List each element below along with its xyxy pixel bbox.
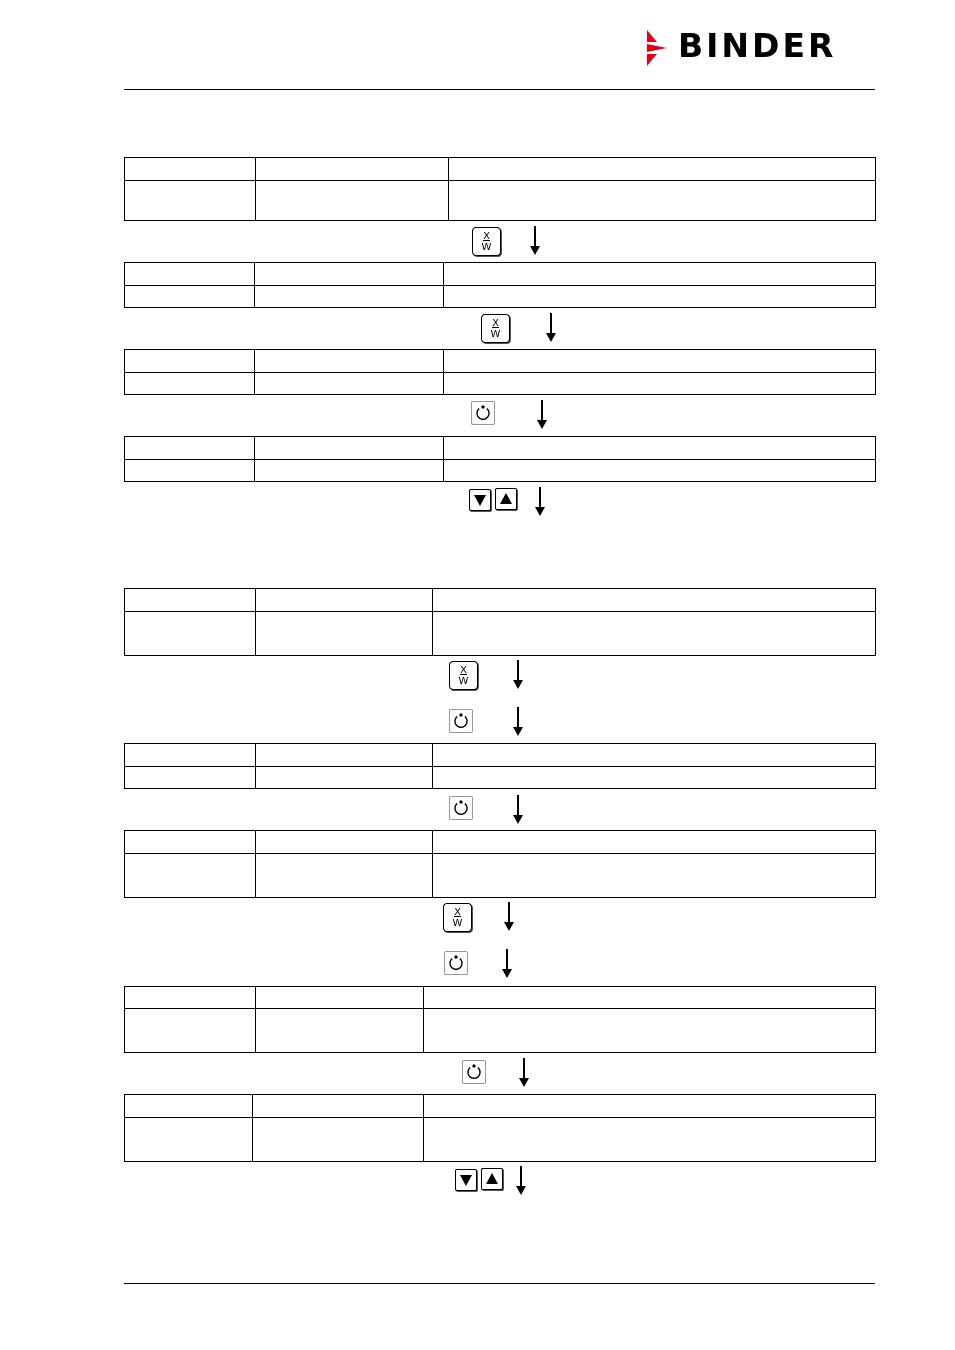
table-cell — [125, 373, 255, 395]
table-cell — [449, 158, 876, 181]
table-cell — [125, 158, 256, 181]
up-triangle-icon — [482, 1169, 502, 1189]
down-key[interactable] — [469, 489, 491, 511]
cycle-key[interactable] — [471, 401, 495, 425]
table-cell — [433, 589, 876, 612]
table-cell — [424, 1009, 876, 1053]
xw-key-w: W — [458, 676, 469, 687]
table-cell — [424, 987, 876, 1009]
cycle-key[interactable] — [462, 1060, 486, 1084]
table-cell — [125, 437, 255, 460]
down-arrow-icon — [530, 226, 540, 255]
cycle-icon — [472, 402, 494, 424]
table-cell — [424, 1095, 876, 1118]
xw-key-x: X — [492, 318, 499, 329]
xw-key[interactable] — [443, 903, 472, 932]
down-triangle-icon — [470, 490, 490, 510]
table-cell — [125, 831, 256, 854]
table-cell — [433, 767, 876, 789]
xw-key-x: X — [454, 907, 461, 918]
table-cell — [253, 1118, 424, 1162]
table-cell — [125, 460, 255, 482]
down-arrow-icon — [513, 660, 523, 689]
display-table — [124, 588, 876, 656]
cycle-key[interactable] — [444, 951, 468, 975]
cycle-icon — [450, 797, 472, 819]
table-cell — [433, 831, 876, 854]
table-cell — [444, 263, 876, 286]
up-key[interactable] — [495, 488, 517, 510]
down-triangle-icon — [456, 1170, 476, 1190]
down-arrow-icon — [535, 487, 545, 516]
table-cell — [256, 744, 433, 767]
cycle-icon — [463, 1061, 485, 1083]
down-arrow-icon — [502, 949, 512, 978]
table-cell — [253, 1095, 424, 1118]
xw-key-x: X — [460, 665, 467, 676]
table-cell — [433, 744, 876, 767]
table-cell — [255, 460, 444, 482]
table-cell — [256, 831, 433, 854]
xw-key-w: W — [490, 329, 501, 340]
table-cell — [125, 612, 256, 656]
display-table — [124, 986, 876, 1053]
table-cell — [255, 437, 444, 460]
cycle-key[interactable] — [449, 796, 473, 820]
table-cell — [125, 744, 256, 767]
xw-key[interactable] — [449, 661, 478, 690]
table-cell — [256, 767, 433, 789]
xw-key-w: W — [452, 918, 463, 929]
table-cell — [125, 589, 256, 612]
table-cell — [125, 286, 255, 308]
down-arrow-icon — [504, 902, 514, 931]
display-table — [124, 262, 876, 308]
display-table — [124, 157, 876, 221]
cycle-key[interactable] — [449, 709, 473, 733]
down-arrow-icon — [519, 1058, 529, 1087]
table-cell — [256, 987, 424, 1009]
table-cell — [449, 181, 876, 221]
down-arrow-icon — [513, 795, 523, 824]
table-cell — [125, 767, 256, 789]
up-triangle-icon — [496, 489, 516, 509]
brand-mark-icon — [645, 30, 671, 66]
table-cell — [256, 181, 449, 221]
table-cell — [255, 286, 444, 308]
down-key[interactable] — [455, 1169, 477, 1191]
table-cell — [256, 612, 433, 656]
table-cell — [433, 612, 876, 656]
display-table — [124, 830, 876, 898]
table-cell — [125, 1009, 256, 1053]
xw-key-x: X — [483, 231, 490, 242]
table-cell — [444, 350, 876, 373]
display-table — [124, 436, 876, 482]
table-cell — [444, 373, 876, 395]
display-table — [124, 743, 876, 789]
table-cell — [125, 181, 256, 221]
table-cell — [255, 350, 444, 373]
header-rule — [124, 89, 875, 90]
table-cell — [444, 460, 876, 482]
display-table — [124, 1094, 876, 1162]
binder-logo — [645, 26, 877, 66]
xw-key-w: W — [481, 242, 492, 253]
table-cell — [444, 437, 876, 460]
table-cell — [125, 350, 255, 373]
table-cell — [256, 589, 433, 612]
xw-key[interactable] — [481, 314, 510, 343]
down-arrow-icon — [513, 707, 523, 736]
table-cell — [125, 1095, 253, 1118]
brand-name: BINDER — [678, 26, 837, 65]
table-cell — [125, 263, 255, 286]
table-cell — [256, 1009, 424, 1053]
table-cell — [433, 854, 876, 898]
table-cell — [125, 854, 256, 898]
table-cell — [424, 1118, 876, 1162]
xw-key[interactable] — [472, 227, 501, 256]
table-cell — [255, 263, 444, 286]
down-arrow-icon — [546, 313, 556, 342]
table-cell — [125, 987, 256, 1009]
cycle-icon — [450, 710, 472, 732]
table-cell — [255, 373, 444, 395]
down-arrow-icon — [537, 400, 547, 429]
up-key[interactable] — [481, 1168, 503, 1190]
footer-rule — [124, 1283, 875, 1284]
display-table — [124, 349, 876, 395]
table-cell — [125, 1118, 253, 1162]
down-arrow-icon — [516, 1166, 526, 1195]
table-cell — [256, 854, 433, 898]
cycle-icon — [445, 952, 467, 974]
table-cell — [256, 158, 449, 181]
table-cell — [444, 286, 876, 308]
